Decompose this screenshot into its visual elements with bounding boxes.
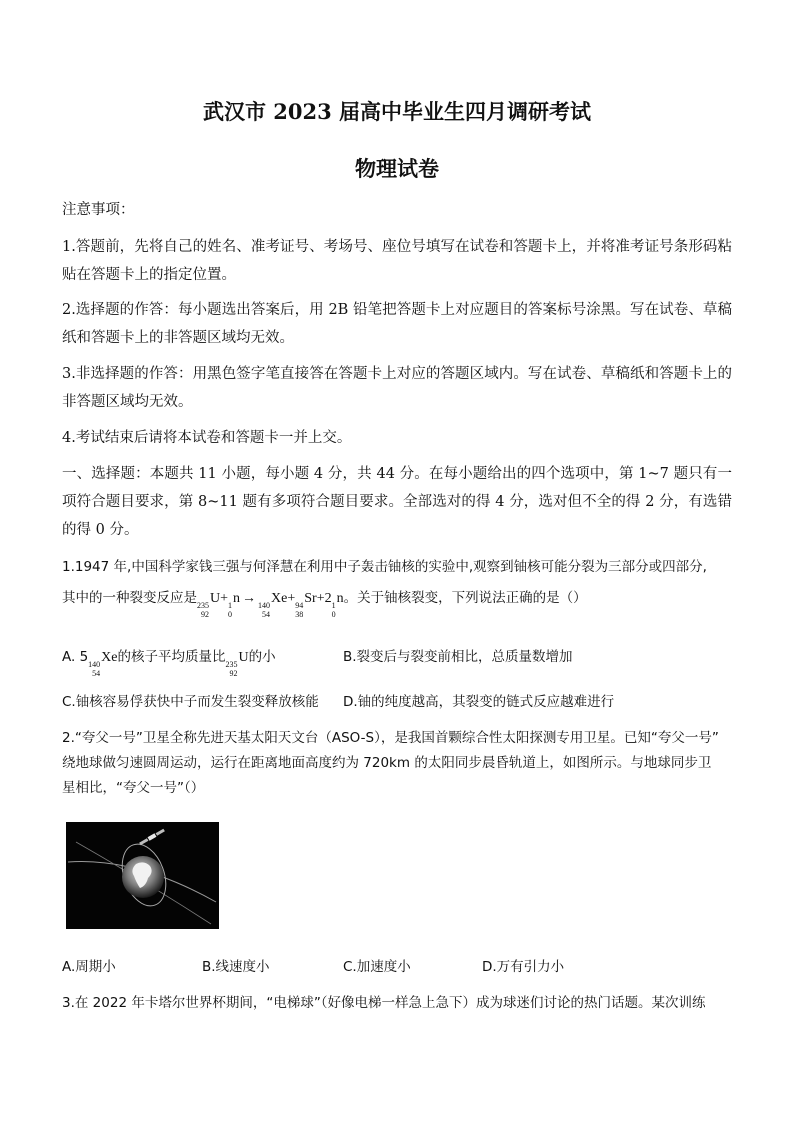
notice-item-4: 4.考试结束后请将本试卷和答题卡一并上交。 (62, 430, 352, 446)
q2-stem-line1: 2.“夸父一号”卫星全称先进天基太阳天文台（ASO-S），是我国首颗综合性太阳探测专用卫星。已知“夸父一号” (62, 730, 719, 746)
q1-option-d: D.铀的纯度越高，其裂变的链式反应越难进行 (343, 694, 615, 710)
section-intro: 一、选择题：本题共 11 小题，每小题 4 分，共 44 分。在每小题给出的四个选项中，第 1~7 题只有一项符合题目要求，第 8~11 题有多项符合题目要求。全部选对的得 4 分，选对但不全的得 2 分，有选错的得 0 分。 (62, 466, 732, 538)
q1-option-b: B.裂变后与裂变前相比，总质量数增加 (343, 649, 573, 665)
earth-orbit-illustration (66, 822, 219, 929)
q2-stem-line3: 星相比，“夸父一号”（） (62, 780, 205, 796)
q1-stem-suffix: 。关于铀核裂变，下列说法正确的是（） (343, 590, 587, 606)
q3-stem-line1: 3.在 2022 年卡塔尔世界杯期间，“电梯球”（好像电梯一样急上急下）成为球迷们讨论的热门话题。某次训练 (62, 995, 706, 1011)
satellite-orbit-image (66, 822, 219, 929)
q1-stem-line2: 其中的一种裂变反应是 235 92 U+ 1 0 n → 140 54 Xe+ 94 38 Sr+2 1 0 n。关于铀核裂变，下列说法正确的是（） (62, 590, 587, 619)
q2-option-b: B.线速度小 (202, 959, 270, 975)
q1-stem-prefix: 其中的一种裂变反应是 (62, 590, 197, 606)
q1-option-a: A. 5 140 54 Xe的核子平均质量比 235 92 U的小 (62, 649, 276, 678)
notice-item-2: 2.选择题的作答：每小题选出答案后，用 2B 铅笔把答题卡上对应题目的答案标号涂黑。写在试卷、草稿纸和答题卡上的非答题区域均无效。 (62, 302, 732, 346)
neutron-nuclide-product: 1 0 n (331, 591, 344, 619)
exam-subtitle: 物理试卷 (355, 156, 439, 181)
q2-option-d: D.万有引力小 (482, 959, 565, 975)
q1-stem-line1: 1.1947 年,中国科学家钱三强与何泽慧在利用中子轰击铀核的实验中,观察到铀核可能分裂为三部分或四部分, (62, 559, 707, 575)
reaction-arrow: → (242, 591, 257, 606)
q2-option-a: A.周期小 (62, 959, 116, 975)
q2-option-c: C.加速度小 (343, 959, 411, 975)
xenon-nuclide: 140 54 Xe (258, 591, 288, 619)
exam-title: 武汉市 2023 届高中毕业生四月调研考试 (202, 99, 592, 124)
notice-heading: 注意事项： (62, 202, 135, 218)
neutron-nuclide: 1 0 n (228, 591, 241, 619)
notice-item-1: 1.答题前，先将自己的姓名、准考证号、考场号、座位号填写在试卷和答题卡上，并将准考证号条形码粘贴在答题卡上的指定位置。 (62, 239, 732, 283)
strontium-nuclide: 94 38 Sr (295, 591, 317, 619)
uranium-nuclide: 235 92 U (197, 591, 221, 619)
notice-item-3: 3.非选择题的作答：用黑色签字笔直接答在答题卡上对应的答题区域内。写在试卷、草稿纸和答题卡上的非答题区域均无效。 (62, 366, 732, 410)
q1-option-c: C.铀核容易俘获快中子而发生裂变释放核能 (62, 694, 319, 710)
q2-stem-line2: 绕地球做匀速圆周运动，运行在距离地面高度约为 720km 的太阳同步晨昏轨道上，如图所示。与地球同步卫 (62, 755, 712, 771)
